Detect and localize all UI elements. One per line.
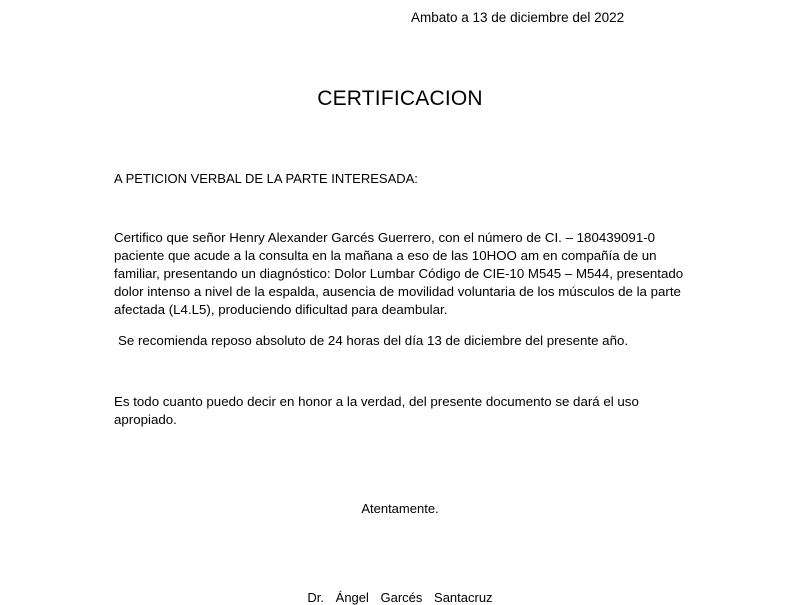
closing-salutation: Atentamente. xyxy=(361,501,439,516)
date-line: Ambato a 13 de diciembre del 2022 xyxy=(411,10,625,25)
request-line: A PETICION VERBAL DE LA PARTE INTERESADA: xyxy=(114,171,418,186)
document-title: CERTIFICACION xyxy=(317,87,483,110)
certification-paragraph: Certifico que señor Henry Alexander Garcés Guerrero, con el número de CI. – 180439091-0 paciente que acude a la consulta en la mañana a eso de las 10HOO am en compañía de un familiar, presentando un diagnóstico: Dolor Lumbar Código de CIE-10 M545 – M544, presentado dolor intenso a nivel de la espalda, ausencia de movilidad voluntaria de los músculos de la parte afectada (L4.L5), produciendo dificultad para deambular. xyxy=(114,230,684,317)
signature-name: Dr. Ángel Garcés Santacruz xyxy=(307,590,493,605)
recommendation-paragraph: Se recomienda reposo absoluto de 24 horas del día 13 de diciembre del presente año. xyxy=(118,333,629,348)
closing-statement-paragraph: Es todo cuanto puedo decir en honor a la verdad, del presente documento se dará el uso apropiado. xyxy=(114,394,639,427)
